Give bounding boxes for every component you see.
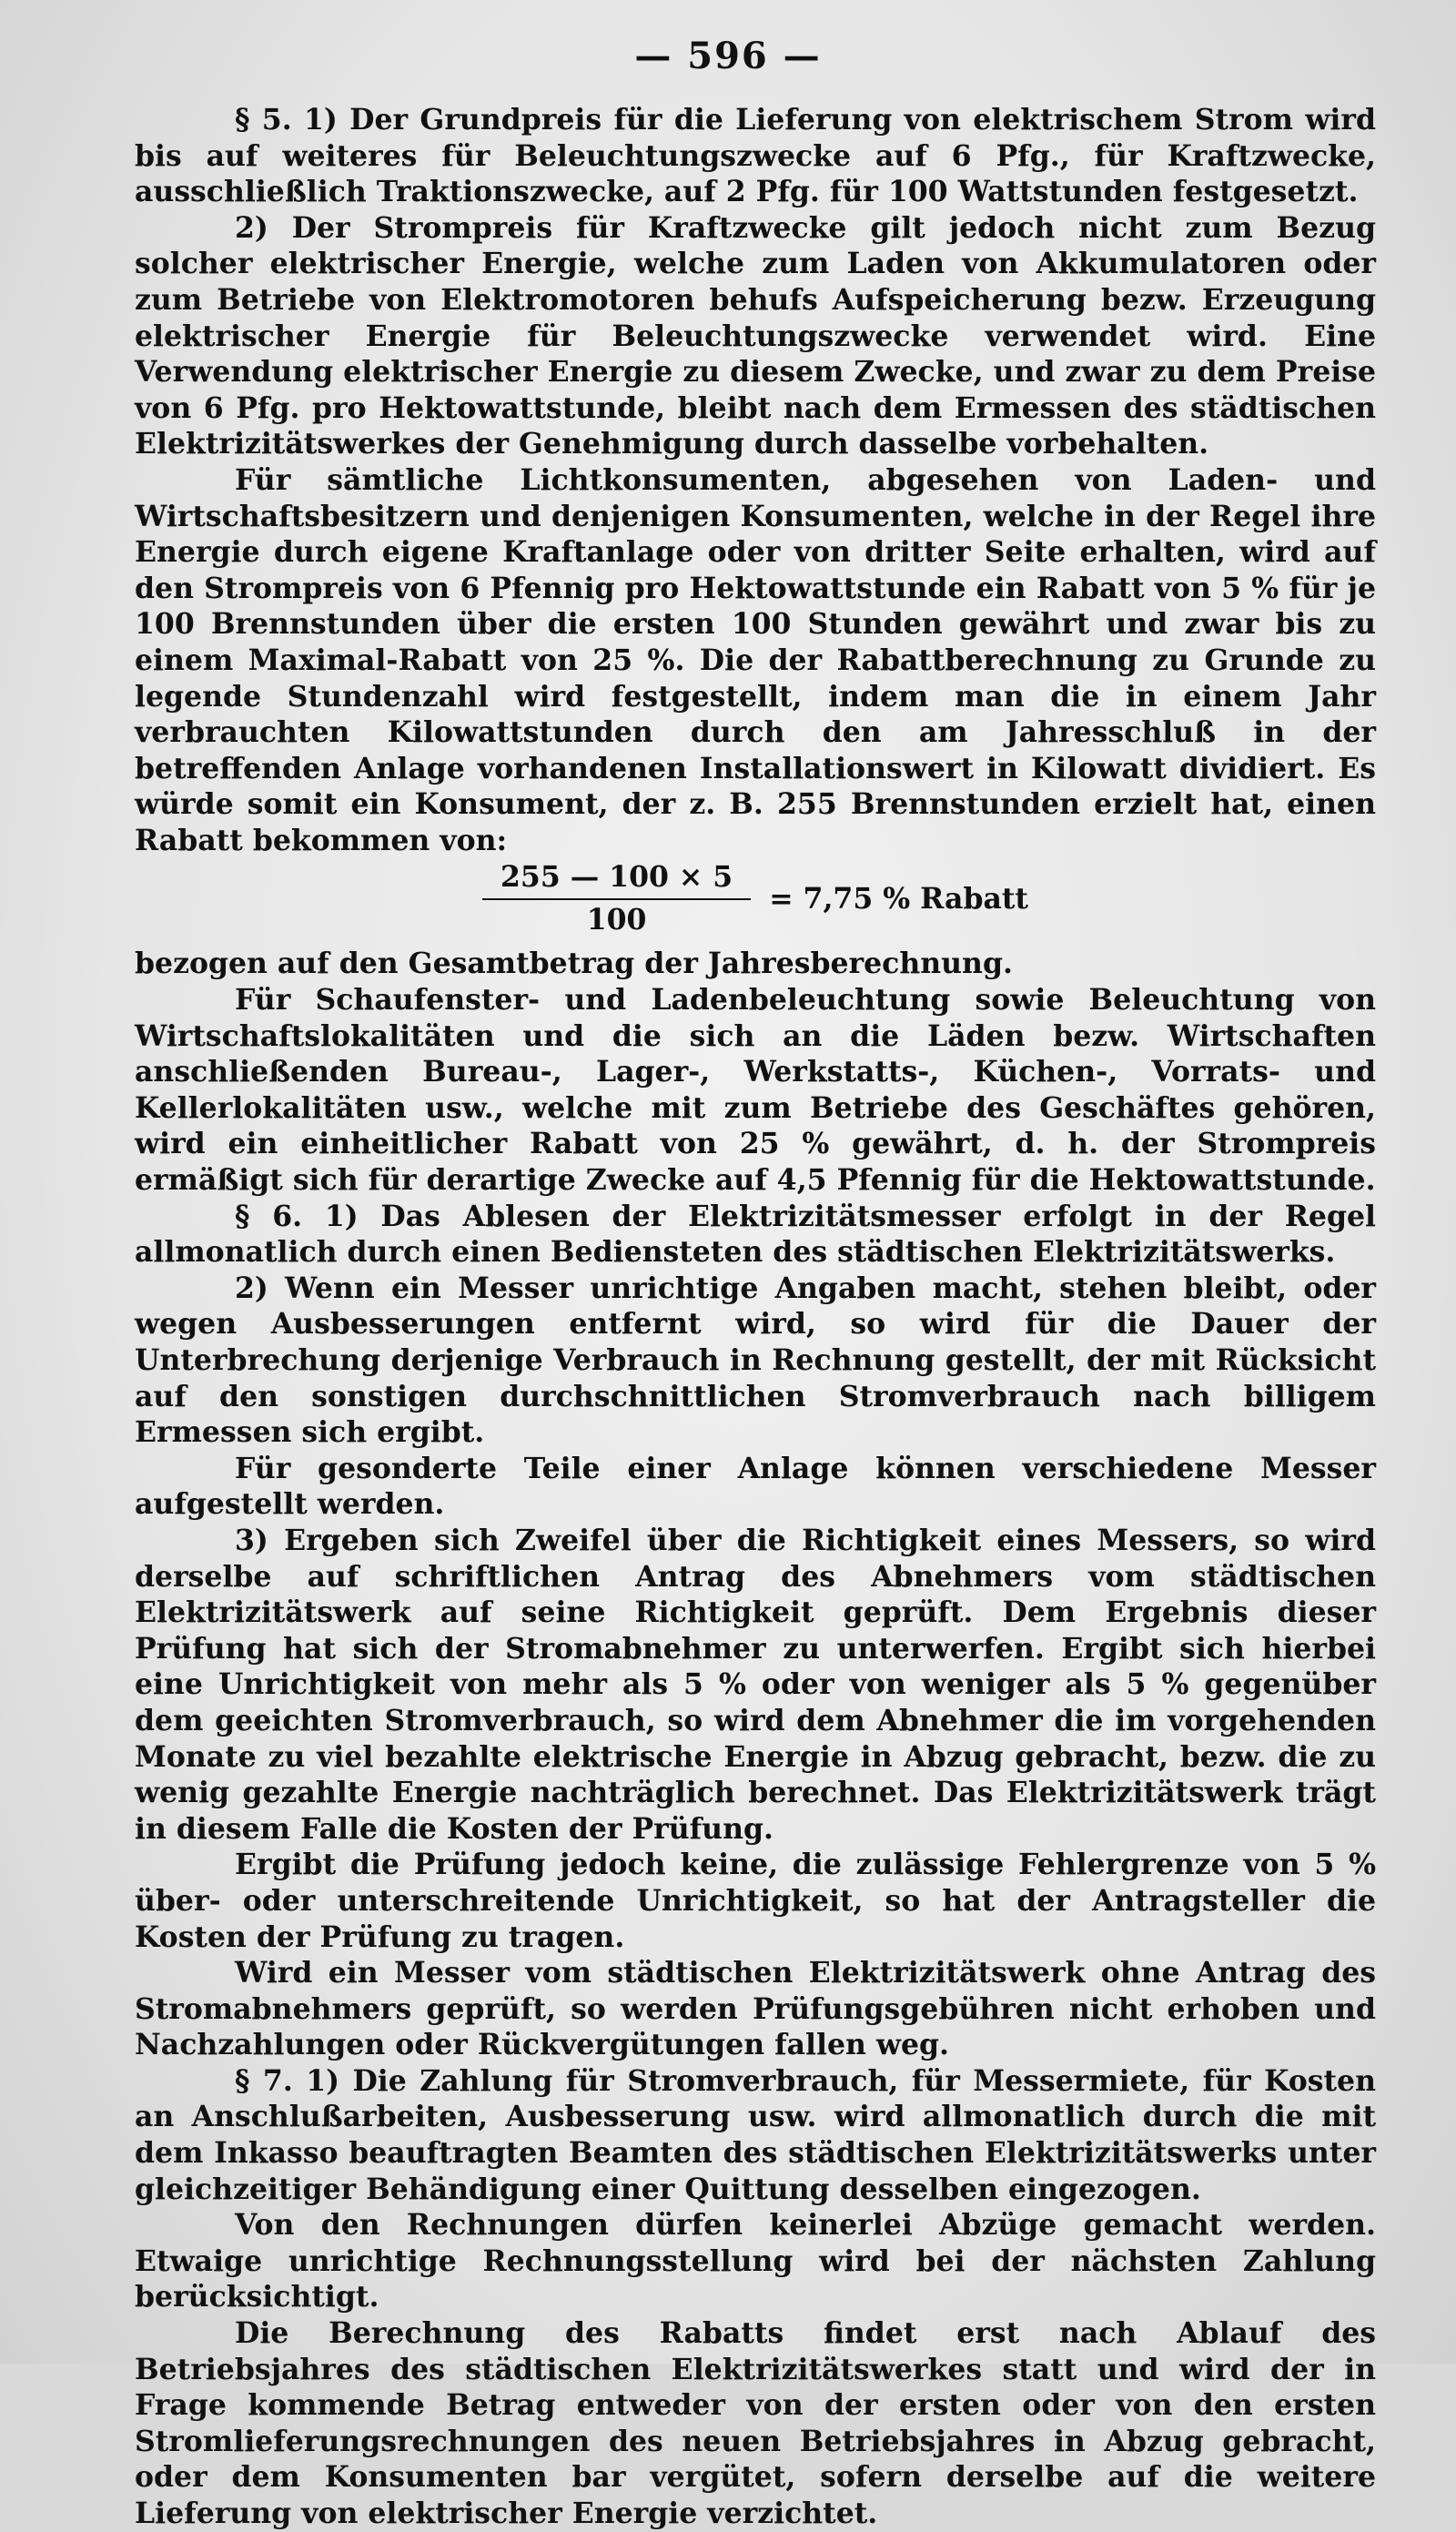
- paragraph-no-deductions: Von den Rechnungen dürfen keinerlei Abzüge gemacht werden. Etwaige unrichtige Rechnungsstellung wird bei der nächsten Zahlung berücksichtigt.: [135, 2208, 1376, 2314]
- paragraph-rebate-calculation: Die Berechnung des Rabatts findet erst nach Ablauf des Betriebsjahres des städtischen Elektrizitätswerkes statt und wird der in Frage kommende Betrag entweder von der ersten oder von den ersten Stromlieferungsrechnungen des neuen Betriebsjahres in Abzug gebracht, oder dem Konsumenten bar vergütet, sofern derselbe auf die weitere Lieferung von elektrischer Energie verzichtet.: [135, 2316, 1376, 2530]
- formula-fraction: [482, 859, 751, 938]
- paragraph-shop-lighting: Für Schaufenster- und Ladenbeleuchtung sowie Beleuchtung von Wirtschaftslokalitäten und die sich an die Läden bezw. Wirtschaften anschließenden Bureau-, Lager-, Werkstatts-, Küchen-, Vorrats- und Kellerlokalitäten usw., welche mit zum Betriebe des Geschäftes gehören, wird ein einheitlicher Rabatt von 25 % gewährt, d. h. der Strompreis ermäßigt sich für derartige Zwecke auf 4,5 Pfennig für die Hektowattstunde.: [135, 983, 1376, 1198]
- formula-numerator: 255 — 100 × 5: [482, 859, 751, 901]
- paragraph-section-6-3: 3) Ergeben sich Zweifel über die Richtigkeit eines Messers, so wird derselbe auf schriftlichen Antrag des Abnehmers vom städtischen Elektrizitätswerk auf seine Richtigkeit geprüft. Dem Ergebnis dieser Prüfung hat sich der Stromabnehmer zu unterwerfen. Ergibt sich hierbei eine Unrichtigkeit von mehr als 5 % oder von weniger als 5 % gegenüber dem geeichten Stromverbrauch, so wird dem Abnehmer die im vorgehenden Monate zu viel bezahlte elektrische Energie in Abzug gebracht, bezw. die zu wenig gezahlte Energie nachträglich berechnet. Das Elektrizitätswerk trägt in diesem Falle die Kosten der Prüfung.: [135, 1523, 1376, 1846]
- rebate-formula: [135, 855, 1376, 942]
- paragraph-separate-meters: Für gesonderte Teile einer Anlage können verschiedene Messer aufgestellt werden.: [135, 1451, 1376, 1522]
- paragraph-section-6-2: 2) Wenn ein Messer unrichtige Angaben macht, stehen bleibt, oder wegen Ausbesserungen entfernt wird, so wird für die Dauer der Unterbrechung derjenige Verbrauch in Rechnung gestellt, der mit Rücksicht auf den sonstigen durchschnittlichen Stromverbrauch nach billigem Ermessen sich ergibt.: [135, 1271, 1376, 1450]
- formula-result: = 7,75 % Rabatt: [769, 881, 1028, 916]
- paragraph-no-fees: Wird ein Messer vom städtischen Elektrizitätswerk ohne Antrag des Stromabnehmers geprüft, so werden Prüfungsgebühren nicht erhoben und Nachzahlungen oder Rückvergütungen fallen weg.: [135, 1956, 1376, 2062]
- paragraph-light-consumers-rebate: Für sämtliche Lichtkonsumenten, abgesehen von Laden- und Wirtschaftsbesitzern und denjenigen Konsumenten, welche in der Regel ihre Energie durch eigene Kraftanlage oder von dritter Seite erhalten, wird auf den Strompreis von 6 Pfennig pro Hektowattstunde ein Rabatt von 5 % für je 100 Brennstunden über die ersten 100 Stunden gewährt und zwar bis zu einem Maximal-Rabatt von 25 %. Die der Rabattberechnung zu Grunde zu legende Stundenzahl wird festgestellt, indem man die in einem Jahr verbrauchten Kilowattstunden durch den am Jahresschluß in der betreffenden Anlage vorhandenen Installationswert in Kilowatt dividiert. Es würde somit ein Konsument, der z. B. 255 Brennstunden erzielt hat, einen Rabatt bekommen von:: [135, 462, 1376, 857]
- paragraph-section-5-2: 2) Der Strompreis für Kraftzwecke gilt jedoch nicht zum Bezug solcher elektrischer Energie, welche zum Laden von Akkumulatoren oder zum Betriebe von Elektromotoren behufs Aufspeicherung bezw. Erzeugung elektrischer Energie für Beleuchtungszwecke verwendet wird. Eine Verwendung elektrischer Energie zu diesem Zwecke, und zwar zu dem Preise von 6 Pfg. pro Hektowattstunde, bleibt nach dem Ermessen des städtischen Elektrizitätswerkes der Genehmigung durch dasselbe vorbehalten.: [135, 210, 1376, 461]
- body-text: [135, 102, 1376, 2532]
- formula-denominator: 100: [586, 903, 647, 937]
- paragraph-section-5-1: § 5. 1) Der Grundpreis für die Lieferung von elektrischem Strom wird bis auf weiteres für Beleuchtungszwecke auf 6 Pfg., für Kraftzwecke, ausschließlich Traktionszwecke, auf 2 Pfg. für 100 Wattstunden festgesetzt.: [135, 103, 1376, 209]
- paragraph-test-costs: Ergibt die Prüfung jedoch keine, die zulässige Fehlergrenze von 5 % über- oder unterschreitende Unrichtigkeit, so hat der Antragsteller die Kosten der Prüfung zu tragen.: [135, 1848, 1376, 1954]
- paragraph-total-basis: bezogen auf den Gesamtbetrag der Jahresberechnung.: [135, 947, 1013, 981]
- paragraph-section-7-1: § 7. 1) Die Zahlung für Stromverbrauch, für Messermiete, für Kosten an Anschlußarbeiten, Ausbesserung usw. wird allmonatlich durch die mit dem Inkasso beauftragten Beamten des städtischen Elektrizitätswerks unter gleichzeitiger Behändigung einer Quittung desselben eingezogen.: [135, 2063, 1376, 2206]
- page-number: — 596 —: [634, 35, 822, 77]
- paragraph-section-6-1: § 6. 1) Das Ablesen der Elektrizitätsmesser erfolgt in der Regel allmonatlich durch einen Bediensteten des städtischen Elektrizitätswerks.: [135, 1199, 1376, 1270]
